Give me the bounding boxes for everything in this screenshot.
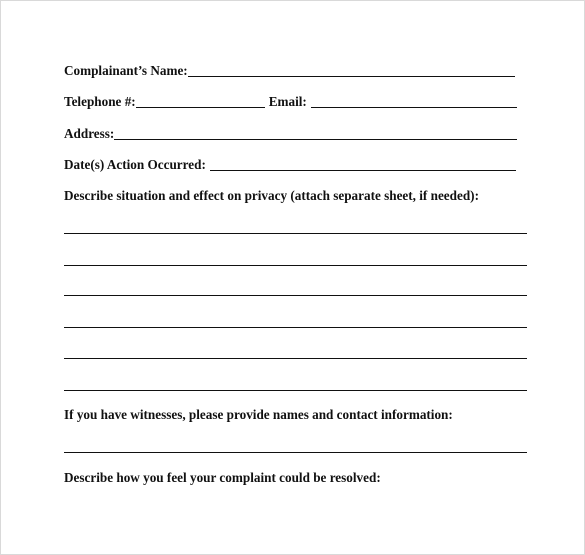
email-label: Email: <box>268 94 307 109</box>
email-field[interactable] <box>311 95 517 108</box>
address-field[interactable] <box>114 127 517 140</box>
situation-answer-line[interactable] <box>64 327 527 328</box>
witnesses-row <box>64 406 453 424</box>
witnesses-prompt: If you have witnesses, please provide names and contact information: <box>64 407 453 422</box>
telephone-label: Telephone #: <box>64 94 136 109</box>
dates-label: Date(s) Action Occurred: <box>64 157 206 172</box>
situation-row <box>64 187 479 205</box>
witnesses-answer-line[interactable] <box>64 452 527 453</box>
resolution-prompt: Describe how you feel your complaint could be resolved: <box>64 470 381 485</box>
situation-answer-line[interactable] <box>64 358 527 359</box>
situation-prompt: Describe situation and effect on privacy (attach separate sheet, if needed): <box>64 188 479 203</box>
situation-answer-line[interactable] <box>64 233 527 234</box>
name-row <box>64 62 515 80</box>
contact-row <box>64 93 517 111</box>
telephone-field[interactable] <box>136 95 265 108</box>
dates-row <box>64 156 516 174</box>
dates-field[interactable] <box>210 158 516 171</box>
resolution-row <box>64 469 381 487</box>
address-label: Address: <box>64 126 115 141</box>
situation-answer-line[interactable] <box>64 265 527 266</box>
situation-answer-line[interactable] <box>64 390 527 391</box>
complainant-name-field[interactable] <box>188 64 515 77</box>
situation-answer-line[interactable] <box>64 295 527 296</box>
complainant-name-label: Complainant’s Name: <box>64 63 188 78</box>
address-row <box>64 125 517 143</box>
